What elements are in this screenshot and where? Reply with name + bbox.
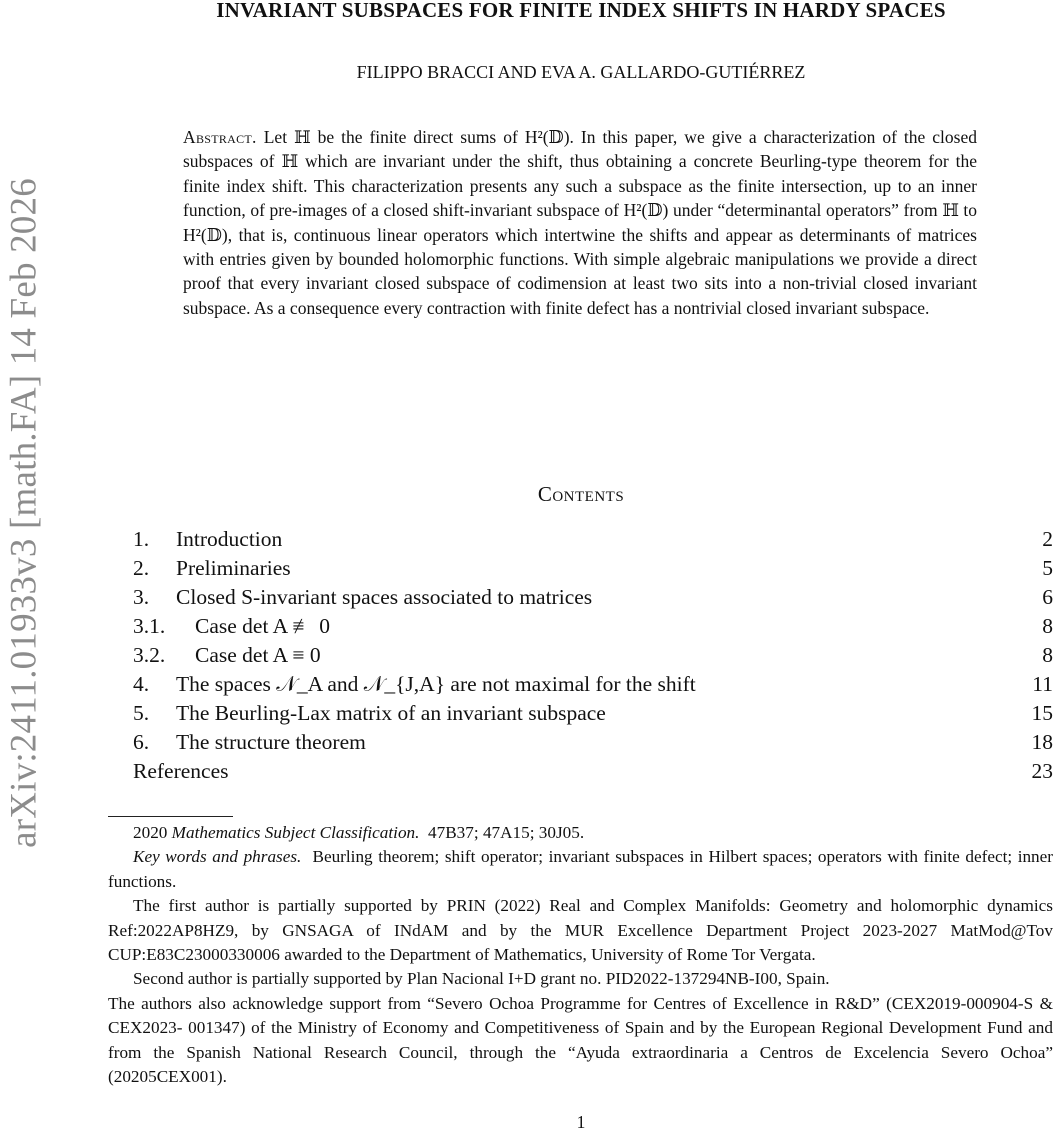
toc-number: 5. [133, 701, 150, 725]
toc-title[interactable]: Preliminaries [176, 556, 291, 580]
keywords-label: Key words and phrases. [133, 847, 302, 867]
arxiv-stamp: arXiv:2411.01933v3 [math.FA] 14 Feb 2026 [3, 177, 45, 848]
footnotes [108, 821, 1053, 1089]
toc-title[interactable]: The structure theorem [176, 730, 366, 754]
abstract-label: Abstract. [183, 127, 257, 147]
toc-number: 3. [133, 585, 150, 609]
toc-page: 18 [1031, 730, 1053, 754]
toc-page: 8 [1042, 643, 1053, 667]
acknowledgement-footnote: The authors also acknowledge support from “Severo Ochoa Programme for Centres of Excellence in R&D” (CEX2019-000904-S & CEX2023- 001347) of the Ministry of Economy and Competitiveness of Spain and by the European Regional Development Fund and from the Spanish National Research Council, through the “Ayuda extraordinaria a Centros de Excelencia Severo Ochoa” (20205CEX001). [108, 993, 1053, 1087]
funding-first-footnote: The first author is partially supported by PRIN (2022) Real and Complex Manifolds: Geometry and holomorphic dynamics Ref:2022AP8HZ9, by GNSAGA of INdAM and by the MUR Excellence Department Project 2023-2027 MatMod@Tov CUP:E83C23000330006 awarded to the Department of Mathematics, University of Rome Tor Vergata. [108, 896, 1053, 965]
toc-number: 3.1. [133, 614, 166, 638]
toc-title[interactable]: Closed S-invariant spaces associated to matrices [176, 585, 593, 609]
msc-codes: 47B37; 47A15; 30J05. [428, 823, 585, 842]
toc-entry[interactable] [133, 583, 1053, 612]
toc-title[interactable]: The spaces 𝒩_A and 𝒩_{J,A} are not maximal for the shift [176, 672, 696, 696]
arxiv-sidebar [4, 125, 44, 900]
funding-second-footnote: Second author is partially supported by Plan Nacional I+D grant no. PID2022-137294NB-I00, Spain. [133, 969, 830, 989]
toc-entry[interactable] [133, 757, 1053, 786]
toc-title[interactable]: The Beurling-Lax matrix of an invariant subspace [176, 701, 606, 725]
toc-page: 15 [1031, 701, 1053, 725]
table-of-contents [133, 525, 1053, 786]
toc-entry[interactable] [133, 525, 1053, 554]
toc-entry[interactable] [133, 670, 1053, 699]
contents-heading: Contents [537, 482, 625, 506]
msc-year: 2020 [133, 823, 168, 842]
toc-page: 11 [1032, 672, 1053, 696]
msc-label: Mathematics Subject Classification. [171, 823, 420, 842]
toc-page: 2 [1042, 527, 1053, 551]
toc-entry[interactable] [133, 699, 1053, 728]
toc-number: 6. [133, 730, 150, 754]
toc-title[interactable]: Case det A ≢ 0 [195, 614, 330, 638]
abstract-text: Let ℍ be the finite direct sums of H²(𝔻). In this paper, we give a characterization of the closed subspaces of ℍ which are invariant under the shift, thus obtaining a concrete Beurling-type theorem for the finite index shift. This characterization presents any such a subspace as the finite intersection, up to an inner function, of pre-images of a closed shift-invariant subspace of H²(𝔻) under “determinantal operators” from ℍ to H²(𝔻), that is, continuous linear operators which intertwine the shifts and appear as determinants of matrices with entries given by bounded holomorphic functions. With simple algebraic manipulations we provide a direct proof that every invariant closed subspace of codimension at least two sits into a non-trivial closed invariant subspace. As a consequence every contraction with finite defect has a nontrivial closed invariant subspace. [183, 127, 977, 318]
toc-entry[interactable] [133, 612, 1053, 641]
keywords-text: Beurling theorem; shift operator; invariant subspaces in Hilbert spaces; operators with finite defect; inner functions. [108, 847, 1054, 891]
toc-number: 4. [133, 672, 150, 696]
toc-title[interactable]: Case det A ≡ 0 [195, 643, 321, 667]
toc-entry[interactable] [133, 554, 1053, 583]
msc-footnote [108, 821, 1053, 845]
toc-page: 6 [1042, 585, 1053, 609]
footnote-divider [108, 816, 233, 817]
toc-number: 3.2. [133, 643, 166, 667]
paper-authors: FILIPPO BRACCI AND EVA A. GALLARDO-GUTIÉRREZ [356, 62, 806, 82]
keywords-footnote [108, 845, 1053, 894]
toc-page: 5 [1042, 556, 1053, 580]
paper-title: INVARIANT SUBSPACES FOR FINITE INDEX SHIFTS IN HARDY SPACES [216, 0, 946, 22]
toc-entry[interactable] [133, 641, 1053, 670]
abstract [183, 125, 977, 320]
toc-title[interactable]: Introduction [176, 527, 283, 551]
toc-number: 2. [133, 556, 150, 580]
toc-page: 23 [1031, 759, 1053, 783]
toc-page: 8 [1042, 614, 1053, 638]
page-number: 1 [576, 1112, 586, 1132]
toc-number: 1. [133, 527, 150, 551]
toc-title[interactable]: References [133, 759, 229, 783]
toc-entry[interactable] [133, 728, 1053, 757]
